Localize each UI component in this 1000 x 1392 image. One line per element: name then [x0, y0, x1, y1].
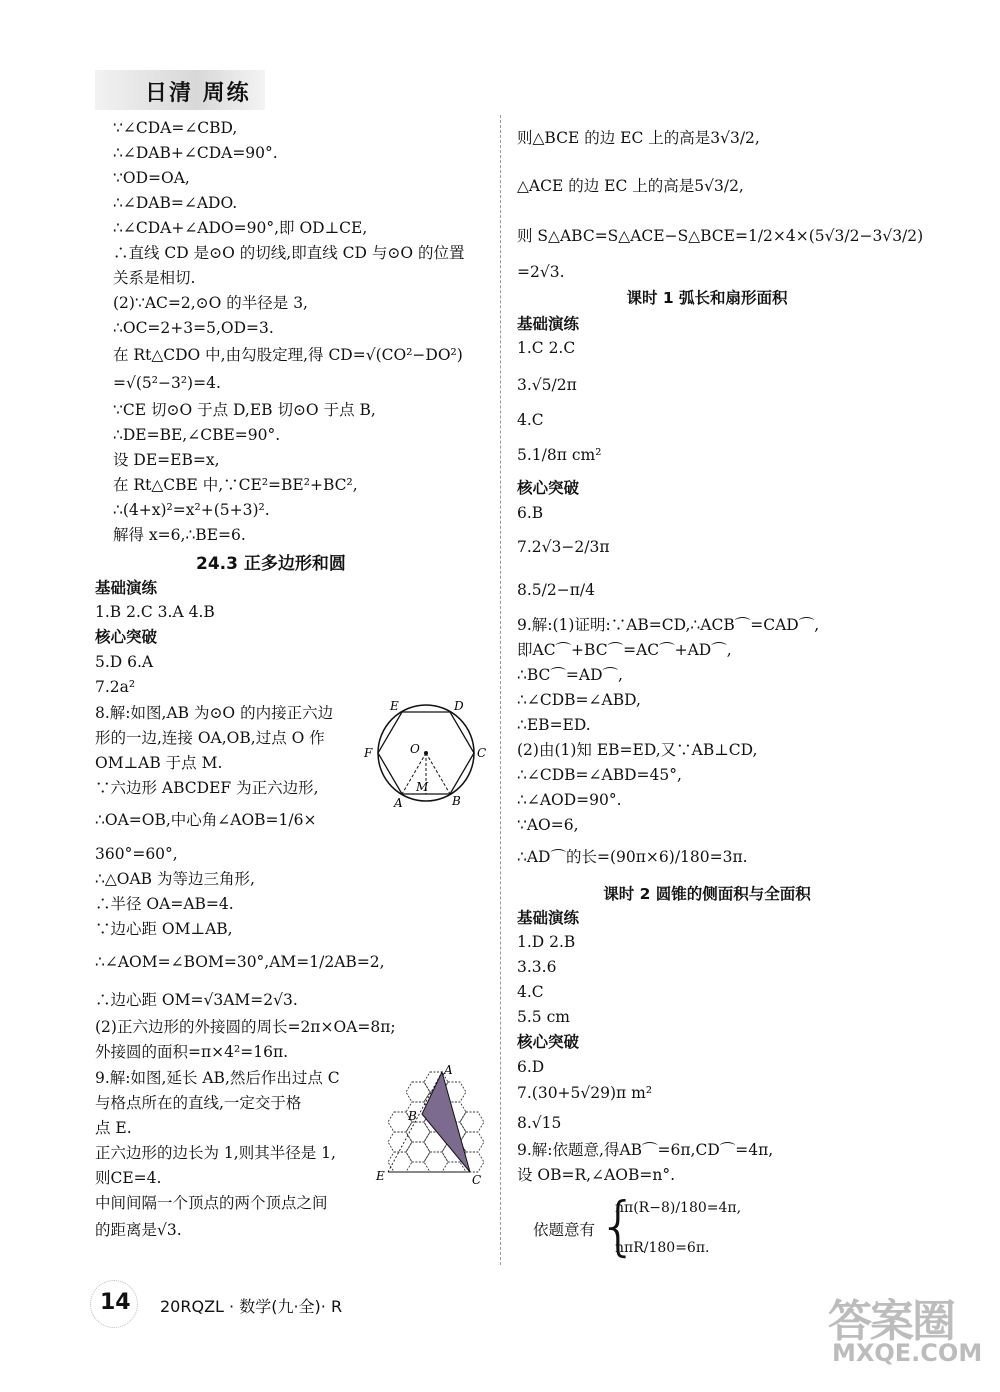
left-section-line: 点 E.	[95, 1119, 132, 1137]
left-line: (2)∵AC=2,⊙O 的半径是 3,	[113, 294, 308, 312]
grid-label-b: B	[408, 1109, 417, 1123]
hexagon-figure	[360, 695, 490, 810]
left-line: ∴∠DAB=∠ADO.	[113, 194, 238, 212]
hex-label-o: O	[410, 742, 420, 756]
watermark-logo	[828, 1285, 988, 1375]
hex-label-b: B	[452, 794, 461, 808]
right-line: ∴BC⌒=AD⌒,	[517, 666, 623, 684]
hex-label-d: D	[454, 699, 464, 713]
right-line: 设 OB=R,∠AOB=n°.	[517, 1166, 676, 1184]
left-line: ∴DE=BE,∠CBE=90°.	[113, 426, 281, 444]
right-line: ∵AO=6,	[517, 816, 579, 834]
right-line: 3.3.6	[517, 958, 557, 976]
right-line: 4.C	[517, 411, 544, 429]
grid-label-c: C	[472, 1173, 482, 1187]
right-line: 课时 2 圆锥的侧面积与全面积	[603, 885, 811, 903]
left-section-line: 基础演练	[95, 579, 158, 597]
left-section-line: 与格点所在的直线,一定交于格	[95, 1094, 302, 1112]
right-line: △ACE 的边 EC 上的高是5√3/2,	[517, 177, 744, 195]
right-line: 5.1/8π cm²	[517, 446, 602, 464]
page-header-banner	[95, 70, 265, 110]
left-section-line: ∴半径 OA=AB=4.	[95, 895, 234, 913]
left-section-line: 1.B 2.C 3.A 4.B	[95, 603, 215, 621]
right-line: 核心突破	[517, 1033, 580, 1051]
right-line: ∴∠CDB=∠ABD,	[517, 691, 641, 709]
right-line: 5.5 cm	[517, 1008, 570, 1026]
header-title: 日清 周练	[145, 81, 251, 106]
system-eq1: nπ(R−8)/180=4π,	[615, 1200, 742, 1216]
left-section-line: 正六边形的边长为 1,则其半径是 1,	[95, 1144, 336, 1162]
hex-label-m: M	[416, 780, 429, 794]
left-line: ∴直线 CD 是⊙O 的切线,即直线 CD 与⊙O 的位置	[113, 244, 465, 262]
right-line: 基础演练	[517, 315, 580, 333]
left-section-line: 外接圆的面积=π×4²=16π.	[95, 1043, 289, 1061]
right-line: 即AC⌒+BC⌒=AC⌒+AD⌒,	[517, 641, 732, 659]
right-line: =2√3.	[517, 263, 565, 281]
page-number: 14	[100, 1290, 131, 1315]
left-line: ∴OC=2+3=5,OD=3.	[113, 319, 274, 337]
right-line: 基础演练	[517, 909, 580, 927]
left-line: ∴(4+x)²=x²+(5+3)².	[113, 501, 270, 519]
left-line: ∴∠CDA+∠ADO=90°,即 OD⊥CE,	[113, 219, 368, 237]
left-section-line: ∴△OAB 为等边三角形,	[95, 870, 255, 888]
grid-label-e: E	[376, 1169, 385, 1183]
right-line: 8.5/2−π/4	[517, 581, 595, 599]
right-line: 9.解:(1)证明:∵AB=CD,∴ACB⌒=CAD⌒,	[517, 616, 820, 634]
system-eq2: nπR/180=6π.	[615, 1240, 710, 1256]
left-section-line: 的距离是√3.	[95, 1221, 182, 1239]
left-section-line: OM⊥AB 于点 M.	[95, 754, 223, 772]
system-brace: {	[598, 1190, 639, 1264]
left-line: 解得 x=6,∴BE=6.	[113, 526, 246, 544]
right-line: 则△BCE 的边 EC 上的高是3√3/2,	[517, 129, 760, 147]
left-section-line: 形的一边,连接 OA,OB,过点 O 作	[95, 729, 325, 747]
right-line: ∴∠AOD=90°.	[517, 791, 622, 809]
left-section-line: ∴∠AOM=∠BOM=30°,AM=1/2AB=2,	[95, 953, 385, 971]
right-line: 1.C 2.C	[517, 339, 576, 357]
left-section-line: ∴OA=OB,中心角∠AOB=1/6×	[95, 811, 317, 829]
left-line: 关系是相切.	[113, 269, 196, 287]
left-line: 在 Rt△CBE 中,∵CE²=BE²+BC²,	[113, 476, 358, 494]
left-line: 设 DE=EB=x,	[113, 451, 220, 469]
left-line: ∵CE 切⊙O 于点 D,EB 切⊙O 于点 B,	[113, 401, 376, 419]
right-line: 6.D	[517, 1058, 545, 1076]
right-line: (2)由(1)知 EB=ED,又∵AB⊥CD,	[517, 741, 758, 759]
left-section-line: 中间间隔一个顶点的两个顶点之间	[95, 1194, 328, 1212]
right-line: 则 S△ABC=S△ACE−S△BCE=1/2×4×(5√3/2−3√3/2)	[517, 227, 924, 245]
right-line: ∴∠CDB=∠ABD=45°,	[517, 766, 682, 784]
hex-label-f: F	[364, 746, 373, 760]
left-section-line: ∴边心距 OM=√3AM=2√3.	[95, 991, 298, 1009]
grid-label-a: A	[444, 1063, 453, 1077]
left-section-line: ∵边心距 OM⊥AB,	[95, 920, 233, 938]
left-section-line: (2)正六边形的外接圆的周长=2π×OA=8π;	[95, 1018, 396, 1036]
watermark-title: 答案圈	[828, 1296, 954, 1347]
right-line: 3.√5/2π	[517, 376, 577, 394]
left-section-line: 7.2a²	[95, 678, 136, 696]
left-section-line: 则CE=4.	[95, 1169, 162, 1187]
right-line: 9.解:依题意,得AB⌒=6π,CD⌒=4π,	[517, 1141, 774, 1159]
left-line: =√(5²−3²)=4.	[113, 374, 221, 392]
left-line: 在 Rt△CDO 中,由勾股定理,得 CD=√(CO²−DO²)	[113, 346, 463, 364]
right-line: 4.C	[517, 983, 544, 1001]
equation-system	[533, 1192, 753, 1272]
right-line: ∴EB=ED.	[517, 716, 591, 734]
column-divider	[500, 115, 501, 1265]
right-line: 7.2√3−2/3π	[517, 538, 610, 556]
left-section-line: 核心突破	[95, 628, 158, 646]
right-line: 8.√15	[517, 1114, 562, 1132]
watermark-url: MXQE.COM	[832, 1339, 983, 1367]
left-line: ∴∠DAB+∠CDA=90°.	[113, 144, 278, 162]
system-lead: 依题意有	[533, 1221, 596, 1239]
hex-label-c: C	[477, 746, 487, 760]
left-section-line: 5.D 6.A	[95, 653, 154, 671]
right-line: 1.D 2.B	[517, 933, 576, 951]
right-line: 核心突破	[517, 479, 580, 497]
hex-label-e: E	[390, 699, 399, 713]
left-section-line: 360°=60°,	[95, 845, 178, 863]
left-section-line: 8.解:如图,AB 为⊙O 的内接正六边	[95, 704, 334, 722]
footer-text: 20RQZL · 数学(九·全)· R	[160, 1297, 343, 1316]
left-section-line: ∵六边形 ABCDEF 为正六边形,	[95, 779, 319, 797]
hex-label-a: A	[394, 796, 403, 810]
right-line: 7.(30+5√29)π m²	[517, 1084, 653, 1102]
left-section-line: 9.解:如图,延长 AB,然后作出过点 C	[95, 1069, 340, 1087]
right-line: ∴AD⌒的长=(90π×6)/180=3π.	[517, 848, 748, 866]
hexgrid-figure	[372, 1062, 497, 1187]
right-line: 6.B	[517, 504, 544, 522]
section-title: 24.3 正多边形和圆	[196, 554, 346, 574]
left-line: ∵∠CDA=∠CBD,	[113, 119, 238, 137]
right-line: 课时 1 弧长和扇形面积	[626, 289, 788, 307]
left-line: ∵OD=OA,	[113, 169, 190, 187]
